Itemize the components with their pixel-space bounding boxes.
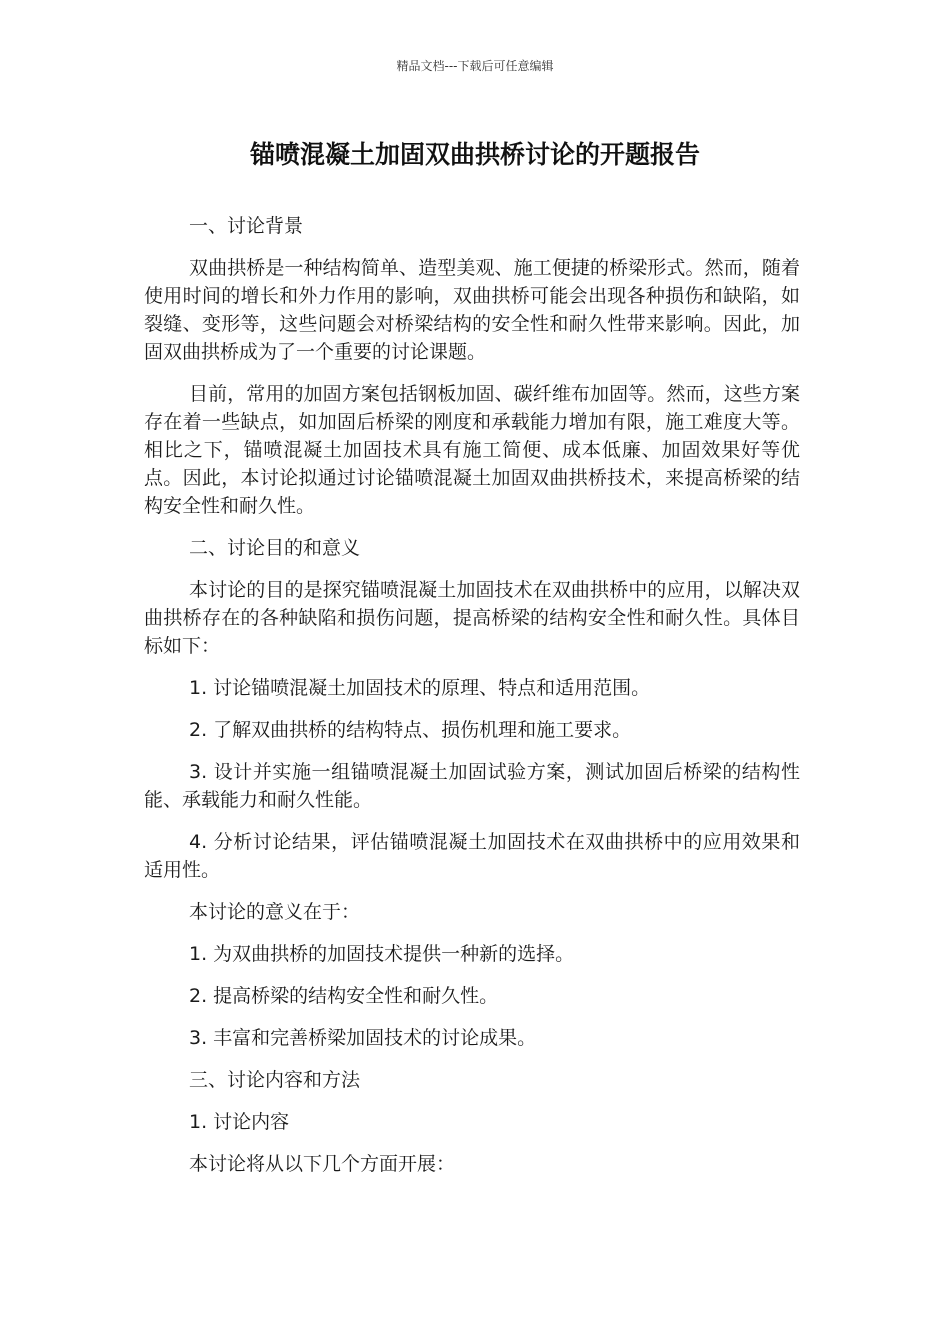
paragraph-purpose: 本讨论的目的是探究锚喷混凝土加固技术在双曲拱桥中的应用，以解决双曲拱桥存在的各种缺陷和损伤问题，提高桥梁的结构安全性和耐久性。具体目标如下： — [144, 579, 800, 657]
document-body — [144, 212, 800, 1192]
list-item-significance-3: 3. 丰富和完善桥梁加固技术的讨论成果。 — [189, 1027, 537, 1049]
list-item-goal-1: 1. 讨论锚喷混凝土加固技术的原理、特点和适用范围。 — [189, 677, 651, 699]
list-item-goal-3: 3. 设计并实施一组锚喷混凝土加固试验方案，测试加固后桥梁的结构性能、承载能力和耐久性能。 — [144, 761, 800, 811]
subheading-content: 1. 讨论内容 — [189, 1111, 290, 1133]
section-heading-background: 一、讨论背景 — [189, 215, 304, 237]
section-heading-content-method: 三、讨论内容和方法 — [189, 1069, 361, 1091]
list-item-goal-2: 2. 了解双曲拱桥的结构特点、损伤机理和施工要求。 — [189, 719, 632, 741]
document-title: 锚喷混凝土加固双曲拱桥讨论的开题报告 — [249, 140, 700, 169]
section-heading-purpose: 二、讨论目的和意义 — [189, 537, 361, 559]
header-note: 精品文档---下载后可任意编辑 — [396, 59, 554, 73]
paragraph-content-intro: 本讨论将从以下几个方面开展： — [189, 1153, 456, 1175]
paragraph-background-1: 双曲拱桥是一种结构简单、造型美观、施工便捷的桥梁形式。然而，随着使用时间的增长和外力作用的影响，双曲拱桥可能会出现各种损伤和缺陷，如裂缝、变形等，这些问题会对桥梁结构的安全性和耐久性带来影响。因此，加固双曲拱桥成为了一个重要的讨论课题。 — [144, 257, 800, 363]
list-item-significance-1: 1. 为双曲拱桥的加固技术提供一种新的选择。 — [189, 943, 575, 965]
paragraph-significance-intro: 本讨论的意义在于： — [189, 901, 361, 923]
list-item-significance-2: 2. 提高桥梁的结构安全性和耐久性。 — [189, 985, 499, 1007]
list-item-goal-4: 4. 分析讨论结果，评估锚喷混凝土加固技术在双曲拱桥中的应用效果和适用性。 — [144, 831, 800, 881]
paragraph-background-2: 目前，常用的加固方案包括钢板加固、碳纤维布加固等。然而，这些方案存在着一些缺点，如加固后桥梁的刚度和承载能力增加有限，施工难度大等。相比之下，锚喷混凝土加固技术具有施工简便、成本低廉、加固效果好等优点。因此，本讨论拟通过讨论锚喷混凝土加固双曲拱桥技术，来提高桥梁的结构安全性和耐久性。 — [144, 383, 800, 517]
